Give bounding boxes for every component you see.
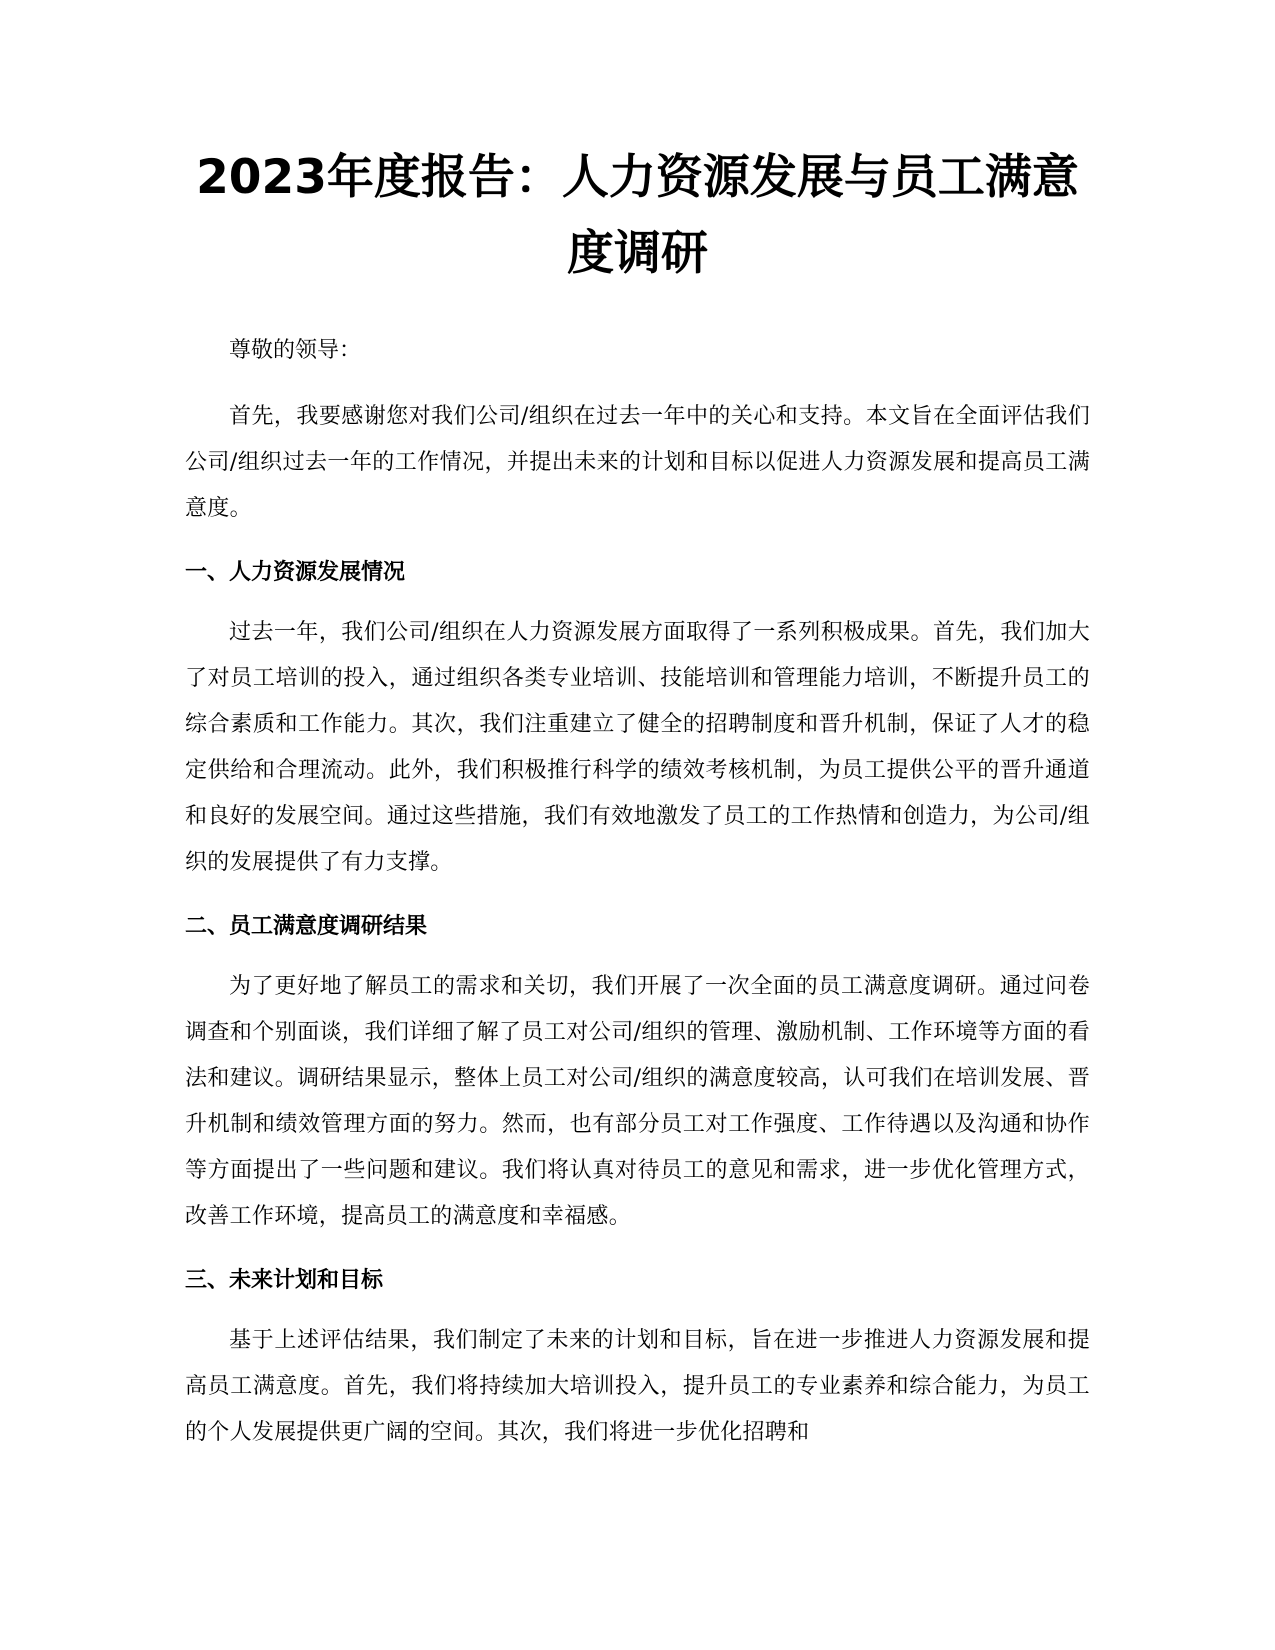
section-heading-2: 二、员工满意度调研结果: [185, 914, 428, 939]
section-heading-3: 三、未来计划和目标: [185, 1268, 384, 1293]
intro-paragraph: 首先，我要感谢您对我们公司/组织在过去一年中的关心和支持。本文旨在全面评估我们公司/组织过去一年的工作情况，并提出未来的计划和目标以促进人力资源发展和提高员工满意度。: [185, 404, 1090, 521]
salutation: 尊敬的领导：: [229, 338, 362, 363]
document-page: [185, 140, 1090, 1456]
document-title: 2023年度报告：人力资源发展与员工满意度调研: [196, 150, 1079, 281]
section-body-3: 基于上述评估结果，我们制定了未来的计划和目标，旨在进一步推进人力资源发展和提高员工满意度。首先，我们将持续加大培训投入，提升员工的专业素养和综合能力，为员工的个人发展提供更广阔的空间。其次，我们将进一步优化招聘和: [185, 1328, 1090, 1445]
section-body-1: 过去一年，我们公司/组织在人力资源发展方面取得了一系列积极成果。首先，我们加大了对员工培训的投入，通过组织各类专业培训、技能培训和管理能力培训，不断提升员工的综合素质和工作能力。其次，我们注重建立了健全的招聘制度和晋升机制，保证了人才的稳定供给和合理流动。此外，我们积极推行科学的绩效考核机制，为员工提供公平的晋升通道和良好的发展空间。通过这些措施，我们有效地激发了员工的工作热情和创造力，为公司/组织的发展提供了有力支撑。: [185, 620, 1090, 875]
section-body-2: 为了更好地了解员工的需求和关切，我们开展了一次全面的员工满意度调研。通过问卷调查和个别面谈，我们详细了解了员工对公司/组织的管理、激励机制、工作环境等方面的看法和建议。调研结果显示，整体上员工对公司/组织的满意度较高，认可我们在培训发展、晋升机制和绩效管理方面的努力。然而，也有部分员工对工作强度、工作待遇以及沟通和协作等方面提出了一些问题和建议。我们将认真对待员工的意见和需求，进一步优化管理方式，改善工作环境，提高员工的满意度和幸福感。: [185, 974, 1090, 1229]
section-heading-1: 一、人力资源发展情况: [185, 560, 406, 585]
